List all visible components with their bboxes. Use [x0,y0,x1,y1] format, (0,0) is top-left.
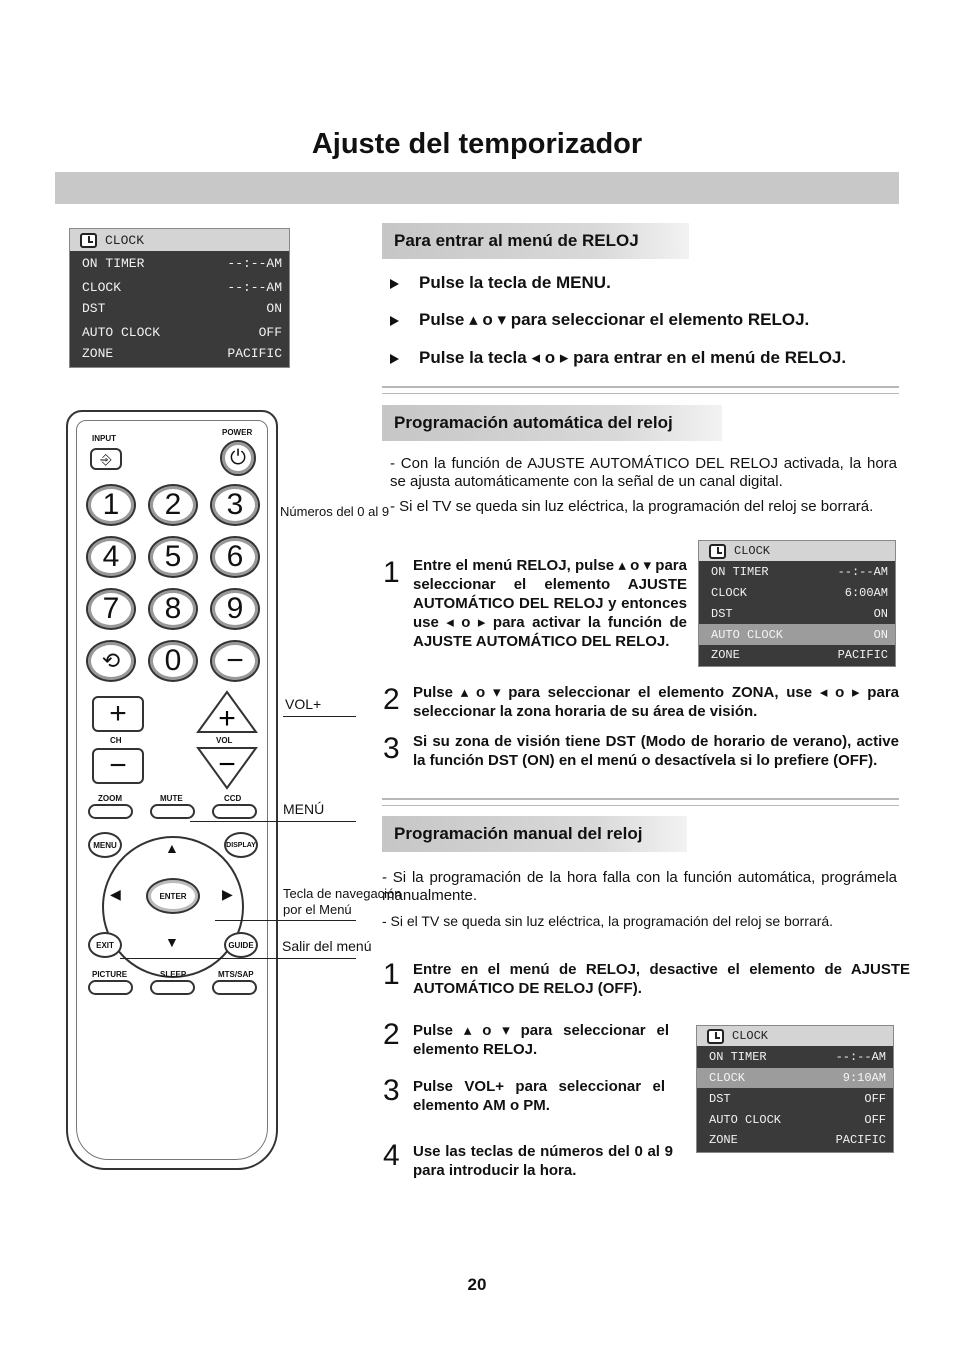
callout-line [190,821,356,822]
clock-icon [707,1029,724,1044]
osd-row: AUTO CLOCK OFF [82,325,282,340]
enter-button[interactable]: ENTER [146,878,200,914]
step-number: 4 [383,1139,400,1172]
osd-clock-menu-manual: CLOCK ON TIMER --:--AM CLOCK 9:10AM DST OFF AUTO CLOCK OFF ZONE PACIFIC [696,1025,894,1153]
callout-menu: MENÚ [283,801,325,817]
osd-row: CLOCK --:--AM [82,280,282,295]
list-item: Pulse ▴ o ▾ para seleccionar el elemento RELOJ. [390,310,809,330]
power-label: POWER [222,428,253,437]
step-number: 2 [383,683,400,716]
osd-row: AUTO CLOCK OFF [709,1112,886,1127]
digit-9-button[interactable]: 9 [210,588,260,630]
picture-label: PICTURE [92,970,128,979]
step-number: 3 [383,732,400,765]
osd-row: CLOCK 6:00AM [711,585,888,600]
zoom-label: ZOOM [98,794,122,803]
picture-button[interactable] [88,980,133,995]
step-text: Pulse ▴ o ▾ para seleccionar el elemento ZONA, use ◂ o ▸ para seleccionar la zona horaria de su área de visión. [413,684,899,720]
callout-vol: VOL+ [285,696,322,712]
callout-nav-2: por el Menú [283,902,352,917]
digit-1-button[interactable]: 1 [86,484,136,526]
callout-numbers: Números del 0 al 9 [280,504,390,519]
osd-row-selected: AUTO CLOCK ON [699,624,895,645]
minus-icon: − [218,748,236,781]
ch-down-button[interactable] [92,748,144,784]
clock-icon [80,233,97,248]
osd-row: DST ON [82,301,282,316]
recall-icon: ⟲ [101,648,121,673]
callout-line [283,716,356,717]
divider [382,798,899,806]
arrow-down-icon[interactable]: ▼ [165,934,179,950]
ccd-label: CCD [224,794,242,803]
osd-clock-menu-auto: CLOCK ON TIMER --:--AM CLOCK 6:00AM DST ON AUTO CLOCK ON ZONE PACIFIC [698,540,896,667]
clock-icon [709,544,726,559]
input-label: INPUT [92,434,116,443]
digit-5-button[interactable]: 5 [148,536,198,578]
callout-exit: Salir del menú [282,938,372,954]
section-heading-enter-clock: Para entrar al menú de RELOJ [382,223,689,259]
list-item: Pulse la tecla de MENU. [390,273,611,293]
plus-icon: + [109,697,127,730]
arrow-right-icon [390,279,399,289]
mts-sap-button[interactable] [212,980,257,995]
osd-row: ON TIMER --:--AM [709,1050,886,1064]
step-text: Entre en el menú de RELOJ, desactive el elemento de AJUSTE AUTOMÁTICO DE RELOJ (OFF). [413,961,910,997]
osd-row: DST OFF [709,1091,886,1106]
osd-row: ON TIMER --:--AM [711,564,888,579]
digit-2-button[interactable]: 2 [148,484,198,526]
plus-icon: + [218,702,236,735]
ch-label: CH [110,736,122,745]
divider [382,386,899,394]
mts-label: MTS/SAP [218,970,254,979]
display-button[interactable]: DISPLAY [224,832,258,858]
digit-4-button[interactable]: 4 [86,536,136,578]
digit-0-button[interactable]: 0 [148,640,198,682]
arrow-right-icon[interactable]: ▶ [222,886,233,902]
title-bar [55,172,899,204]
ch-up-button[interactable] [92,696,144,732]
osd-row: ZONE PACIFIC [82,346,282,361]
dash-button[interactable] [210,640,260,682]
arrow-right-icon [390,316,399,326]
digit-7-button[interactable]: 7 [86,588,136,630]
osd-row: ON TIMER --:--AM [82,256,282,271]
section-heading-auto-clock: Programación automática del reloj [382,405,722,441]
paragraph: - Si la programación de la hora falla con la función automática, prográmela manualmente. [382,869,897,904]
arrow-up-icon[interactable]: ▲ [165,840,179,856]
arrow-left-icon[interactable]: ◀ [110,886,121,902]
osd-row: ZONE PACIFIC [709,1133,886,1147]
sleep-label: SLEEP [160,970,187,979]
digit-8-button[interactable]: 8 [148,588,198,630]
power-button[interactable] [220,440,256,476]
input-icon: ⎆ [100,450,112,467]
vol-label: VOL [216,736,233,745]
paragraph: - Con la función de AJUSTE AUTOMÁTICO DEL RELOJ activada, la hora se ajusta automáticamente con la señal de un canal digital. [390,455,897,490]
mute-label: MUTE [160,794,183,803]
step-number: 2 [383,1018,400,1051]
osd-header: CLOCK [105,232,145,248]
exit-button[interactable]: EXIT [88,932,122,958]
power-icon: ⏻ [230,446,246,469]
vol-down-button[interactable] [196,746,258,792]
osd-clock-menu-top [69,228,290,368]
step-text: Si su zona de visión tiene DST (Modo de horario de verano), active la función DST (ON) en el menú o desactívela si lo prefiere (OFF). [413,733,899,769]
remote-control [66,410,278,1170]
step-number: 3 [383,1074,400,1107]
callout-nav-1: Tecla de navegación [283,886,402,901]
osd-row: DST ON [711,606,888,621]
guide-button[interactable]: GUIDE [224,932,258,958]
menu-button[interactable]: MENU [88,832,122,858]
step-number: 1 [383,556,400,589]
paragraph: - Si el TV se queda sin luz eléctrica, la programación del reloj se borrará. [390,498,874,515]
step-number: 1 [383,958,400,991]
mute-button[interactable] [150,804,195,819]
callout-line [215,920,356,921]
step-text: Pulse ▴ o ▾ para seleccionar el elemento RELOJ. [413,1022,669,1058]
sleep-button[interactable] [150,980,195,995]
page-title: Ajuste del temporizador [311,128,643,160]
recall-button[interactable] [86,640,136,682]
osd-row-selected: CLOCK 9:10AM [697,1068,893,1088]
digit-6-button[interactable]: 6 [210,536,260,578]
paragraph: - Si el TV se queda sin luz eléctrica, la programación del reloj se borrará. [382,913,834,929]
arrow-right-icon [390,354,399,364]
step-text: Pulse VOL+ para seleccionar el elemento AM o PM. [413,1078,665,1114]
section-heading-manual-clock: Programación manual del reloj [382,816,687,852]
step-text: Entre el menú RELOJ, pulse ▴ o ▾ para seleccionar el elemento AJUSTE AUTOMÁTICO DEL RELOJ y entonces use ◂ o ▸ para activar la función de AJUSTE AUTOMÁTICO DEL RELOJ. [413,557,687,650]
step-text: Use las teclas de números del 0 al 9 para introducir la hora. [413,1143,673,1179]
page-number: 20 [467,1275,487,1294]
minus-icon: − [109,749,127,782]
dash-icon: − [226,644,244,677]
callout-line [120,958,356,959]
list-item: Pulse la tecla ◂ o ▸ para entrar en el menú de RELOJ. [390,348,846,368]
input-button[interactable] [90,448,122,470]
digit-3-button[interactable]: 3 [210,484,260,526]
osd-row: ZONE PACIFIC [711,647,888,662]
vol-up-button[interactable] [196,690,258,736]
zoom-button[interactable] [88,804,133,819]
ccd-button[interactable] [212,804,257,819]
